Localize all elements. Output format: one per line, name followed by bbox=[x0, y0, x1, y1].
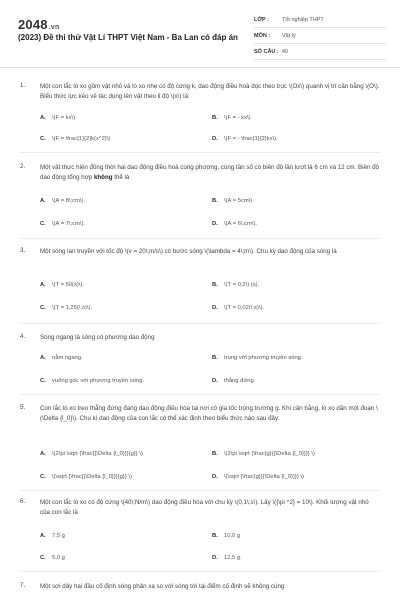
meta-label: SỐ CÂU : bbox=[254, 48, 279, 55]
answer-option[interactable] bbox=[212, 221, 257, 227]
option-letter: C. bbox=[40, 474, 46, 480]
option-letter: D. bbox=[212, 378, 218, 384]
logo-suffix: .vn bbox=[48, 24, 60, 31]
logo-text: 2048 bbox=[18, 17, 48, 32]
answer-option[interactable] bbox=[212, 451, 315, 457]
meta-value: Tốt nghiệp THPT bbox=[282, 16, 324, 23]
answer-option[interactable] bbox=[212, 474, 304, 480]
option-letter: D. bbox=[212, 555, 218, 561]
option-text: 5,0 g bbox=[52, 555, 65, 561]
option-letter: B. bbox=[212, 533, 218, 539]
question-text bbox=[40, 163, 380, 183]
option-text: \(\sqrt {\frac{g}{{\Delta {l_0}}}} \) bbox=[224, 474, 304, 480]
meta-row-count bbox=[254, 44, 386, 60]
option-letter: B. bbox=[212, 282, 218, 288]
option-text: \(T = 0,2\) (s). bbox=[224, 282, 260, 288]
question-divider bbox=[20, 323, 380, 324]
question-number: 2. bbox=[20, 163, 26, 170]
option-text: \(2\pi \sqrt {\frac{g}{{\Delta {l_0}}}} \) bbox=[224, 451, 315, 457]
answer-option[interactable] bbox=[212, 305, 264, 311]
answer-option[interactable] bbox=[212, 282, 259, 288]
answer-option[interactable] bbox=[212, 555, 242, 561]
option-text: \(T = 1,25(\;s)\). bbox=[52, 305, 92, 311]
answer-option[interactable] bbox=[212, 533, 240, 539]
answer-option[interactable] bbox=[40, 198, 85, 204]
question-number: 6. bbox=[20, 498, 26, 505]
answer-option[interactable] bbox=[40, 451, 143, 457]
question-number: 3. bbox=[20, 247, 26, 254]
question-text: Một con lắc lò xo gồm vật nhỏ và lò xo nhẹ có độ cứng k, dao động điều hoà dọc theo trục \(Ox\) quanh vị trí cân bằng \(O\). Biểu thức lực kéo về tác dụng lên vật theo li độ \(x\) là: bbox=[40, 83, 380, 100]
answer-option[interactable] bbox=[40, 474, 132, 480]
option-text: \(A = 8\;cm\). bbox=[52, 198, 86, 204]
answer-option[interactable] bbox=[40, 115, 75, 121]
option-text: \(F = kx\) bbox=[52, 115, 76, 121]
meta-label: MÔN : bbox=[254, 32, 271, 39]
question-text: Một con lắc lò xo có độ cứng \(40\;N/m\) dao động điều hòa với chu kỳ \(0,1\;s\). Lấy \({\pi ^2} = 10\). Khối lượng vật nhỏ của con lắc là bbox=[40, 499, 369, 516]
answer-option[interactable] bbox=[40, 378, 144, 384]
question-text: Con lắc lò xo treo thẳng đứng đang dao động điều hòa tại nơi có gia tốc trọng trường g. Khi cân bằng, lò xo dãn một đoạn \(\Delta {l_0}\). Chu kì dao động của con lắc có thể xác định theo biểu thức nào sau đây: bbox=[40, 405, 378, 422]
question-number: 1. bbox=[20, 82, 26, 89]
exam-meta bbox=[254, 12, 386, 60]
option-text: thẳng đứng. bbox=[224, 378, 256, 384]
meta-row-subject bbox=[254, 28, 386, 44]
option-letter: D. bbox=[212, 136, 218, 142]
option-text: 10,0 g bbox=[224, 533, 241, 539]
question-text-part: thể là bbox=[112, 174, 130, 181]
meta-label: LỚP : bbox=[254, 16, 269, 23]
answer-option[interactable] bbox=[40, 533, 65, 539]
option-text: \(F = \frac{1}{2}k{x^2}\) bbox=[52, 136, 111, 142]
option-text: \(A = 6\;cm\). bbox=[224, 221, 258, 227]
option-letter: B. bbox=[212, 355, 218, 361]
option-letter: D. bbox=[212, 221, 218, 227]
answer-option[interactable] bbox=[212, 136, 278, 142]
option-letter: B. bbox=[212, 115, 218, 121]
meta-value: 40 bbox=[282, 48, 289, 55]
option-text: \(T = 0,02(\;s)\). bbox=[224, 305, 264, 311]
answer-option[interactable] bbox=[40, 555, 65, 561]
option-text: \(A = 7\;cm\). bbox=[52, 221, 86, 227]
option-text: \(\sqrt {\frac{{\Delta {l_0}}}{g}} \) bbox=[52, 474, 132, 480]
question-divider bbox=[20, 490, 380, 491]
question-text-part: Một vật thực hiện đồng thời hai dao động điều hoà cùng phương, cùng tần số có biên độ lần lượt là 6 cm và 12 cm. Biên độ dao động tổng hợp bbox=[40, 164, 379, 181]
option-text: \(F = - \frac{1}{2}kx\). bbox=[224, 136, 278, 142]
option-text: nằm ngang. bbox=[52, 355, 83, 361]
option-letter: A. bbox=[40, 451, 46, 457]
question-divider bbox=[20, 571, 380, 572]
meta-row-class bbox=[254, 12, 386, 28]
answer-option[interactable] bbox=[40, 305, 92, 311]
option-letter: C. bbox=[40, 221, 46, 227]
question-number: 7. bbox=[20, 582, 26, 589]
option-letter: A. bbox=[40, 115, 46, 121]
option-letter: C. bbox=[40, 555, 46, 561]
answer-option[interactable] bbox=[40, 221, 85, 227]
answer-option[interactable] bbox=[40, 282, 84, 288]
option-letter: B. bbox=[212, 451, 218, 457]
option-letter: A. bbox=[40, 282, 46, 288]
option-text: vuông góc với phương truyền sóng. bbox=[52, 378, 145, 384]
option-text: \(A = 5cm\) bbox=[224, 198, 253, 204]
option-letter: A. bbox=[40, 533, 46, 539]
question-text-emphasis: không bbox=[93, 174, 113, 181]
question-divider bbox=[20, 152, 380, 153]
question-number: 5. bbox=[20, 404, 26, 411]
site-logo[interactable] bbox=[18, 17, 59, 32]
question-divider bbox=[20, 394, 380, 395]
option-text: trùng với phương truyền sóng. bbox=[224, 355, 303, 361]
option-text: 7,5 g bbox=[52, 533, 65, 539]
answer-option[interactable] bbox=[212, 378, 255, 384]
answer-option[interactable] bbox=[212, 198, 252, 204]
option-text: 12,5 g. bbox=[224, 555, 242, 561]
option-letter: C. bbox=[40, 136, 46, 142]
answer-option[interactable] bbox=[212, 115, 251, 121]
option-text: \(T = 50(s)\). bbox=[52, 282, 84, 288]
option-letter: A. bbox=[40, 198, 46, 204]
meta-value: Vật lý bbox=[282, 32, 296, 39]
option-letter: D. bbox=[212, 305, 218, 311]
option-letter: A. bbox=[40, 355, 46, 361]
exam-title: (2023) Đề thi thử Vật Lí THPT Việt Nam - Ba Lan có đáp án bbox=[18, 33, 238, 42]
header-divider bbox=[0, 67, 400, 68]
question-number: 4. bbox=[20, 333, 26, 340]
question-text: Một sóng lan truyền với tốc độ \(v = 20\;m/s\) có bước sóng \(\lambda = 4\;m\). Chu kỳ dao động của sóng là bbox=[40, 248, 337, 255]
option-letter: C. bbox=[40, 305, 46, 311]
option-letter: B. bbox=[212, 198, 218, 204]
question-text: Sóng ngang là sóng có phương dao động bbox=[40, 334, 155, 341]
option-text: \(F = - kx\) bbox=[224, 115, 251, 121]
answer-option[interactable] bbox=[40, 136, 110, 142]
answer-option[interactable] bbox=[40, 355, 83, 361]
option-letter: C. bbox=[40, 378, 46, 384]
answer-option[interactable] bbox=[212, 355, 303, 361]
question-text: Một sợi dây hai đầu cố định sóng phản xạ so với sóng tới tại điểm cố định sẽ không cùng bbox=[40, 583, 285, 590]
option-text: \(2\pi \sqrt {\frac{{\Delta {l_0}}}{g}} \) bbox=[52, 451, 143, 457]
page-header bbox=[0, 0, 400, 66]
question-divider bbox=[20, 238, 380, 239]
option-letter: D. bbox=[212, 474, 218, 480]
